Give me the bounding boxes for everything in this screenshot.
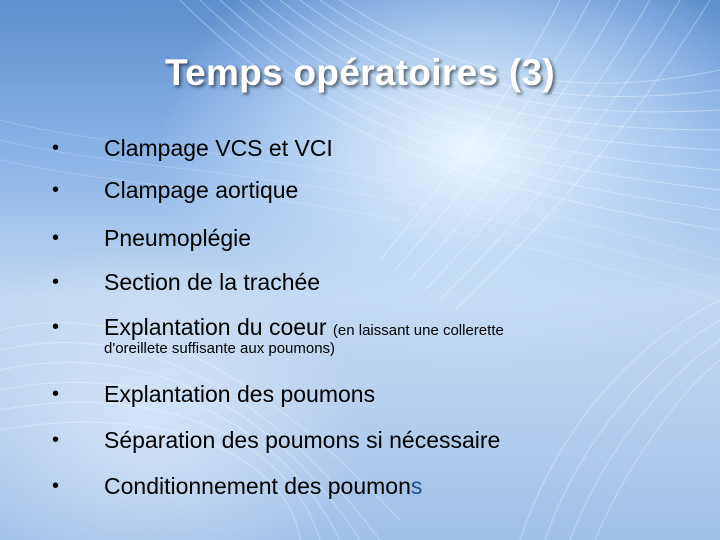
bullet-marker: • xyxy=(52,475,60,497)
bullet-marker: • xyxy=(52,179,60,201)
list-item-accent-letter: s xyxy=(410,473,423,499)
list-item-main-text: Conditionnement des poumon xyxy=(104,473,411,499)
bullet-marker: • xyxy=(52,137,60,159)
slide-title: Temps opératoires (3) xyxy=(164,52,556,93)
bullet-marker: • xyxy=(52,227,60,249)
list-item-text: Pneumoplégie xyxy=(104,225,252,251)
bullet-marker: • xyxy=(52,316,60,338)
list-item-text: Section de la trachée xyxy=(104,269,321,295)
list-item-main-text: Explantation du coeur xyxy=(104,314,327,340)
bullet-marker: • xyxy=(52,271,60,293)
bullet-marker: • xyxy=(52,383,60,405)
list-item-note-continued: d'oreillete suffisante aux poumons) xyxy=(104,340,336,357)
list-item-text: Clampage VCS et VCI xyxy=(104,135,333,161)
bullet-marker: • xyxy=(52,429,60,451)
list-item-text: Séparation des poumons si nécessaire xyxy=(104,427,501,453)
list-item-text: Clampage aortique xyxy=(104,177,299,203)
list-item-text: Explantation des poumons xyxy=(104,381,376,407)
list-item-note: (en laissant une collerette xyxy=(332,322,504,339)
list-item-text xyxy=(104,472,422,500)
